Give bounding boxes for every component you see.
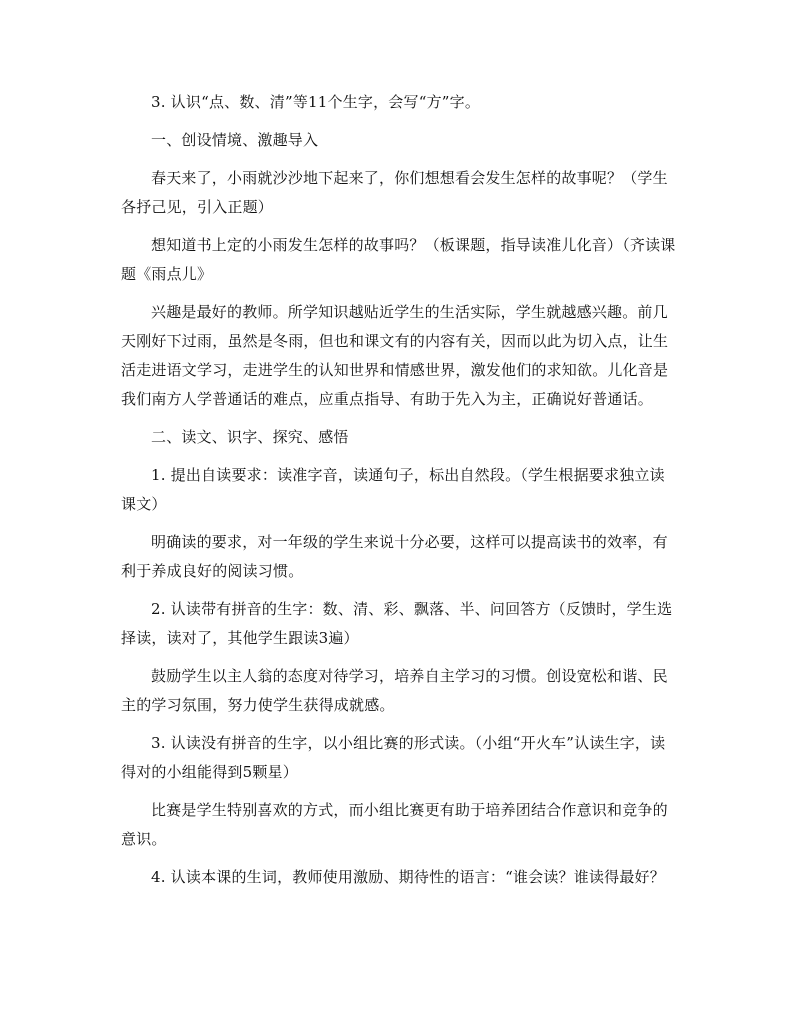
paragraph-step-1-note: 明确读的要求，对一年级的学生来说十分必要，这样可以提高读书的效率，有利于养成良好的阅读习惯。 [121,533,668,580]
paragraph-objective-3: 3. 认识“点、数、清”等11个生字，会写“方”字。 [151,93,481,111]
section-heading-2: 二、读文、识字、探究、感悟 [151,428,349,446]
paragraph-step-2: 2. 认读带有拼音的生字：数、清、彩、飘落、半、问回答方（反馈时，学生选择读，读对了，其他学生跟读3遍） [121,600,673,647]
paragraph-spring-rain: 春天来了，小雨就沙沙地下起来了，你们想想看会发生怎样的故事呢？（学生各抒己见，引入正题） [121,169,668,216]
paragraph-step-3-note: 比赛是学生特别喜欢的方式，而小组比赛更有助于培养团结合作意识和竞争的意识。 [121,801,668,848]
paragraph-step-1: 1. 提出自读要求：读准字音，读通句子，标出自然段。（学生根据要求独立读课文） [121,466,665,513]
paragraph-step-4: 4. 认读本课的生词，教师使用激励、期待性的语言：“谁会读？谁读得最好？ [151,868,665,886]
paragraph-title-reading: 想知道书上定的小雨发生怎样的故事吗？（板课题，指导读准儿化音）（齐读课题《雨点儿》 [121,236,676,283]
paragraph-step-3: 3. 认读没有拼音的生字，以小组比赛的形式读。（小组“开火车”认读生字，读得对的小组能得到5颗星） [121,734,666,781]
paragraph-interest: 兴趣是最好的教师。所学知识越贴近学生的生活实际，学生就越感兴趣。前几天刚好下过雨，虽然是冬雨，但也和课文有的内容有关，因而以此为切入点，让生活走进语文学习，走进学生的认知世界和情感世界，激发他们的求知欲。儿化音是我们南方人学普通话的难点，应重点指导、有助于先入为主，正确说好普通话。 [121,303,669,408]
section-heading-1: 一、创设情境、激趣导入 [151,131,319,149]
paragraph-step-2-note: 鼓励学生以主人翁的态度对待学习，培养自主学习的习惯。创设宽松和谐、民主的学习氛围，努力使学生获得成就感。 [121,667,668,714]
document-body [121,88,677,892]
